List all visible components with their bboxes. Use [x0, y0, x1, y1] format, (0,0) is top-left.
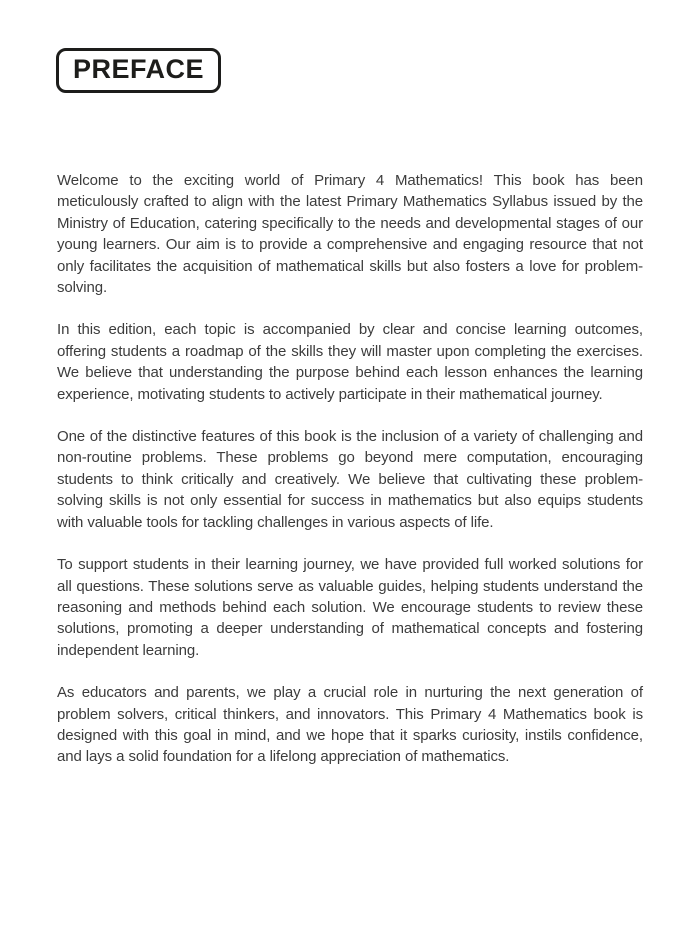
preface-paragraph-1: Welcome to the exciting world of Primary 4 Mathematics! This book has been meticulously crafted to align with the latest Primary Mathematics Syllabus issued by the Ministry of Education, catering specifically to the needs and developmental stages of our young learners. Our aim is to provide a comprehensive and engaging resource that not only facilitates the acquisition of mathematical skills but also fosters a love for problem-solving.: [57, 172, 643, 297]
preface-body: [57, 170, 643, 789]
preface-paragraph-3: One of the distinctive features of this book is the inclusion of a variety of challenging and non-routine problems. These problems go beyond mere computation, encouraging students to think critically and creatively. We believe that cultivating these problem-solving skills is not only essential for success in mathematics but also equips students with valuable tools for tackling challenges in various aspects of life.: [57, 428, 643, 531]
preface-title-badge: PREFACE: [56, 48, 221, 93]
preface-paragraph-2: In this edition, each topic is accompanied by clear and concise learning outcomes, offering students a roadmap of the skills they will master upon completing the exercises. We believe that understanding the purpose behind each lesson enhances the learning experience, motivating students to actively participate in their mathematical journey.: [57, 321, 643, 403]
preface-paragraph-5: As educators and parents, we play a crucial role in nurturing the next generation of problem solvers, critical thinkers, and innovators. This Primary 4 Mathematics book is designed with this goal in mind, and we hope that it sparks curiosity, instils confidence, and lays a solid foundation for a lifelong appreciation of mathematics.: [57, 684, 643, 766]
preface-paragraph-4: To support students in their learning journey, we have provided full worked solutions for all questions. These solutions serve as valuable guides, helping students understand the reasoning and methods behind each solution. We encourage students to review these solutions, promoting a deeper understanding of mathematical concepts and fostering independent learning.: [57, 556, 643, 659]
